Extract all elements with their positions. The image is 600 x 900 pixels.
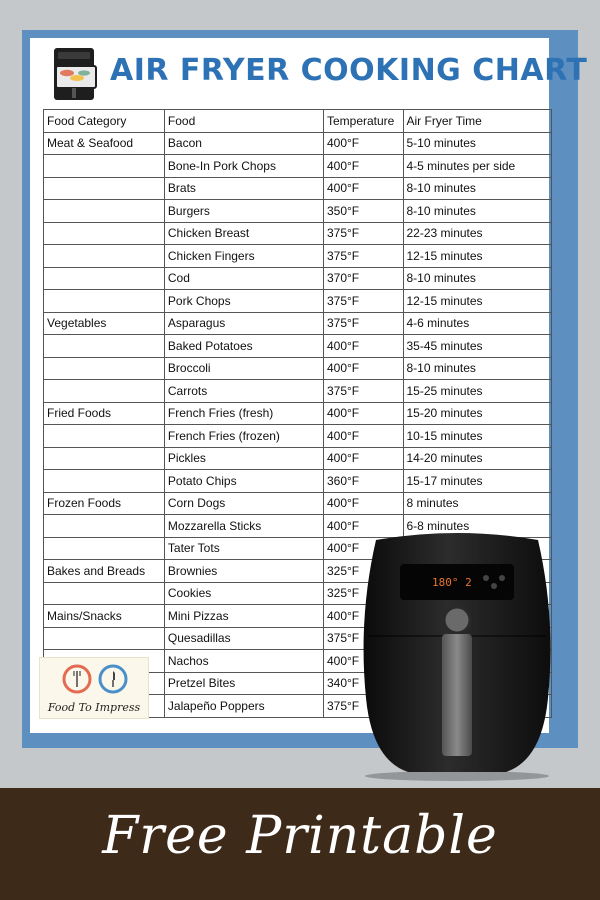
cell-food: Carrots: [164, 380, 323, 403]
cell-air-fryer-time: 12-15 minutes: [403, 245, 552, 268]
cell-air-fryer-time: 10-15 minutes: [403, 425, 552, 448]
cell-food: Pretzel Bites: [164, 672, 323, 695]
cell-air-fryer-time: 8-10 minutes: [403, 357, 552, 380]
cell-temperature: 400°F: [323, 515, 403, 538]
cell-temperature: 375°F: [323, 222, 403, 245]
table-row: [44, 200, 552, 223]
cell-temperature: 325°F: [323, 582, 403, 605]
table-row: [44, 335, 552, 358]
table-row: [44, 402, 552, 425]
cell-temperature: 375°F: [323, 695, 403, 718]
cell-food: Brats: [164, 177, 323, 200]
cell-temperature: 400°F: [323, 537, 403, 560]
cell-food: Corn Dogs: [164, 492, 323, 515]
cell-air-fryer-time: 12-15 minutes: [403, 290, 552, 313]
cell-food: Pickles: [164, 447, 323, 470]
cell-air-fryer-time: 8-10 minutes: [403, 177, 552, 200]
cell-air-fryer-time: 4-6 minutes: [403, 312, 552, 335]
table-row: [44, 312, 552, 335]
cell-food: French Fries (fresh): [164, 402, 323, 425]
table-row: [44, 425, 552, 448]
cell-food: Mini Pizzas: [164, 605, 323, 628]
cell-temperature: 400°F: [323, 425, 403, 448]
cell-temperature: 375°F: [323, 312, 403, 335]
cell-food: Asparagus: [164, 312, 323, 335]
cell-air-fryer-time: 15-25 minutes: [403, 380, 552, 403]
cell-food: Bacon: [164, 132, 323, 155]
cell-food-category: [44, 290, 165, 313]
cell-food: Baked Potatoes: [164, 335, 323, 358]
page-title: AIR FRYER COOKING CHART: [110, 53, 588, 88]
cell-food-category: [44, 627, 165, 650]
cell-food: Cod: [164, 267, 323, 290]
cell-temperature: 360°F: [323, 470, 403, 493]
header-food-category: Food Category: [44, 110, 165, 133]
cell-temperature: 400°F: [323, 357, 403, 380]
cell-food-category: [44, 222, 165, 245]
cell-food: Jalapeño Poppers: [164, 695, 323, 718]
table-row: [44, 492, 552, 515]
cell-air-fryer-time: 8 minutes: [403, 492, 552, 515]
cell-food: Potato Chips: [164, 470, 323, 493]
logo-text: Food To Impress: [47, 701, 141, 714]
table-header-row: [44, 110, 552, 133]
cell-food-category: [44, 380, 165, 403]
cell-food-category: [44, 470, 165, 493]
cell-air-fryer-time: 35-45 minutes: [403, 335, 552, 358]
cell-food: Mozzarella Sticks: [164, 515, 323, 538]
cell-air-fryer-time: 6-8 minutes: [403, 515, 552, 538]
cell-food: French Fries (frozen): [164, 425, 323, 448]
table-row: [44, 155, 552, 178]
header-air-fryer-time: Air Fryer Time: [403, 110, 552, 133]
cell-food-category: [44, 245, 165, 268]
cell-air-fryer-time: 4-5 minutes per side: [403, 155, 552, 178]
fryer-display-readout: 180° 2: [432, 576, 472, 589]
footer-banner: [0, 788, 600, 900]
cell-food: Chicken Fingers: [164, 245, 323, 268]
cell-air-fryer-time: 22-23 minutes: [403, 222, 552, 245]
cell-temperature: 400°F: [323, 335, 403, 358]
cell-temperature: 375°F: [323, 245, 403, 268]
cell-food-category: [44, 357, 165, 380]
table-row: [44, 357, 552, 380]
cell-temperature: 375°F: [323, 290, 403, 313]
cell-temperature: 370°F: [323, 267, 403, 290]
table-row: [44, 222, 552, 245]
table-row: [44, 245, 552, 268]
knife-icon: [98, 664, 128, 694]
table-row: [44, 132, 552, 155]
table-row: [44, 470, 552, 493]
cell-temperature: 400°F: [323, 447, 403, 470]
cell-food-category: [44, 200, 165, 223]
table-row: [44, 267, 552, 290]
cell-food-category: Vegetables: [44, 312, 165, 335]
cell-food-category: Bakes and Breads: [44, 560, 165, 583]
cell-air-fryer-time: 8-10 minutes: [403, 267, 552, 290]
cell-food: Tater Tots: [164, 537, 323, 560]
cell-food: Nachos: [164, 650, 323, 673]
table-row: [44, 177, 552, 200]
cell-food-category: [44, 537, 165, 560]
cell-food-category: Meat & Seafood: [44, 132, 165, 155]
cell-temperature: 350°F: [323, 200, 403, 223]
cell-air-fryer-time: 15-17 minutes: [403, 470, 552, 493]
cell-temperature: 400°F: [323, 605, 403, 628]
cell-temperature: 400°F: [323, 177, 403, 200]
air-fryer-icon: [50, 46, 98, 102]
fork-icon: [62, 664, 92, 694]
table-row: [44, 380, 552, 403]
cell-air-fryer-time: 8-10 minutes: [403, 200, 552, 223]
cell-temperature: 400°F: [323, 402, 403, 425]
cell-temperature: 375°F: [323, 627, 403, 650]
cell-temperature: 340°F: [323, 672, 403, 695]
cell-food: Cookies: [164, 582, 323, 605]
cell-food-category: [44, 335, 165, 358]
table-row: [44, 290, 552, 313]
cell-food-category: [44, 425, 165, 448]
cell-food-category: [44, 447, 165, 470]
footer-title: Free Printable: [102, 806, 498, 866]
cell-air-fryer-time: 14-20 minutes: [403, 447, 552, 470]
cell-food-category: [44, 515, 165, 538]
header-temperature: Temperature: [323, 110, 403, 133]
food-to-impress-logo: [39, 657, 149, 719]
cell-food-category: [44, 177, 165, 200]
cell-temperature: 325°F: [323, 560, 403, 583]
cell-food: Pork Chops: [164, 290, 323, 313]
cell-food-category: Frozen Foods: [44, 492, 165, 515]
air-fryer-image: [356, 528, 558, 782]
header-food: Food: [164, 110, 323, 133]
cell-air-fryer-time: 5-10 minutes: [403, 132, 552, 155]
table-row: [44, 447, 552, 470]
cell-food-category: Mains/Snacks: [44, 605, 165, 628]
cell-air-fryer-time: 15-20 minutes: [403, 402, 552, 425]
cell-food: Burgers: [164, 200, 323, 223]
cell-temperature: 400°F: [323, 650, 403, 673]
cell-food-category: [44, 267, 165, 290]
cell-food: Chicken Breast: [164, 222, 323, 245]
cell-temperature: 400°F: [323, 155, 403, 178]
cell-temperature: 400°F: [323, 132, 403, 155]
cell-food: Broccoli: [164, 357, 323, 380]
cell-temperature: 375°F: [323, 380, 403, 403]
cell-food-category: [44, 582, 165, 605]
cell-temperature: 400°F: [323, 492, 403, 515]
cell-food: Bone-In Pork Chops: [164, 155, 323, 178]
cell-food: Quesadillas: [164, 627, 323, 650]
cell-food-category: Fried Foods: [44, 402, 165, 425]
cell-food: Brownies: [164, 560, 323, 583]
cell-food-category: [44, 155, 165, 178]
